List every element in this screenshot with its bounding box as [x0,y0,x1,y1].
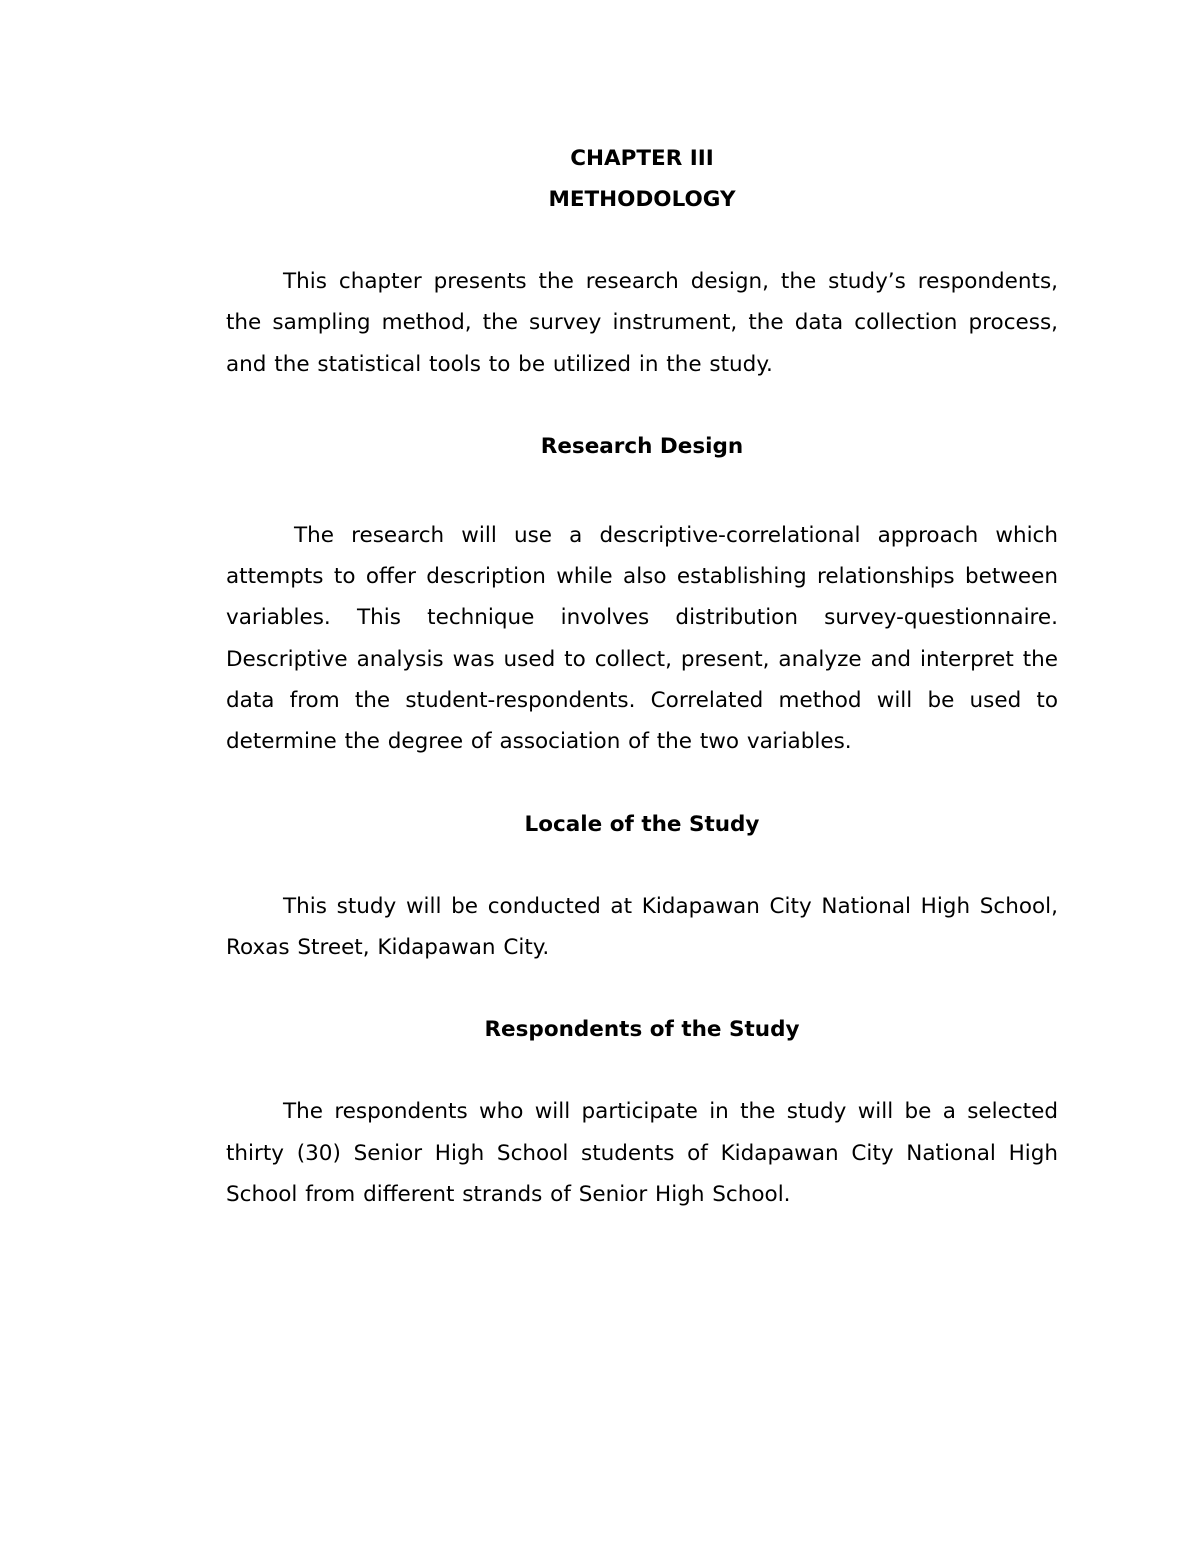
chapter-label: CHAPTER III [570,146,714,171]
section-heading-research-design: Research Design [540,433,744,459]
chapter-title: METHODOLOGY [548,187,736,212]
section-paragraph-research-design: The research will use a descriptive-correlational approach which attempts to offer description while also establishing relationships between variables. This technique involves distribution survey-questionnaire. Descriptive analysis was used to collect, present, analyze and interpret the data from the student-respondents. Correlated method will be used to determine the degree of association of the two variables. [226,522,1058,755]
page-content [226,138,1058,1215]
section-heading-respondents: Respondents of the Study [484,1017,800,1043]
section-paragraph-respondents: The respondents who will participate in the study will be a selected thirty (30) Senior High School students of Kidapawan City National High School from different strands of Senior High School. [226,1099,1058,1207]
section-paragraph-locale: This study will be conducted at Kidapawan City National High School, Roxas Street, Kidapawan City. [226,893,1058,960]
intro-paragraph: This chapter presents the research design, the study’s respondents, the sampling method, the survey instrument, the data collection process, and the statistical tools to be utilized in the study. [226,269,1058,377]
section-heading-locale: Locale of the Study [524,811,760,837]
